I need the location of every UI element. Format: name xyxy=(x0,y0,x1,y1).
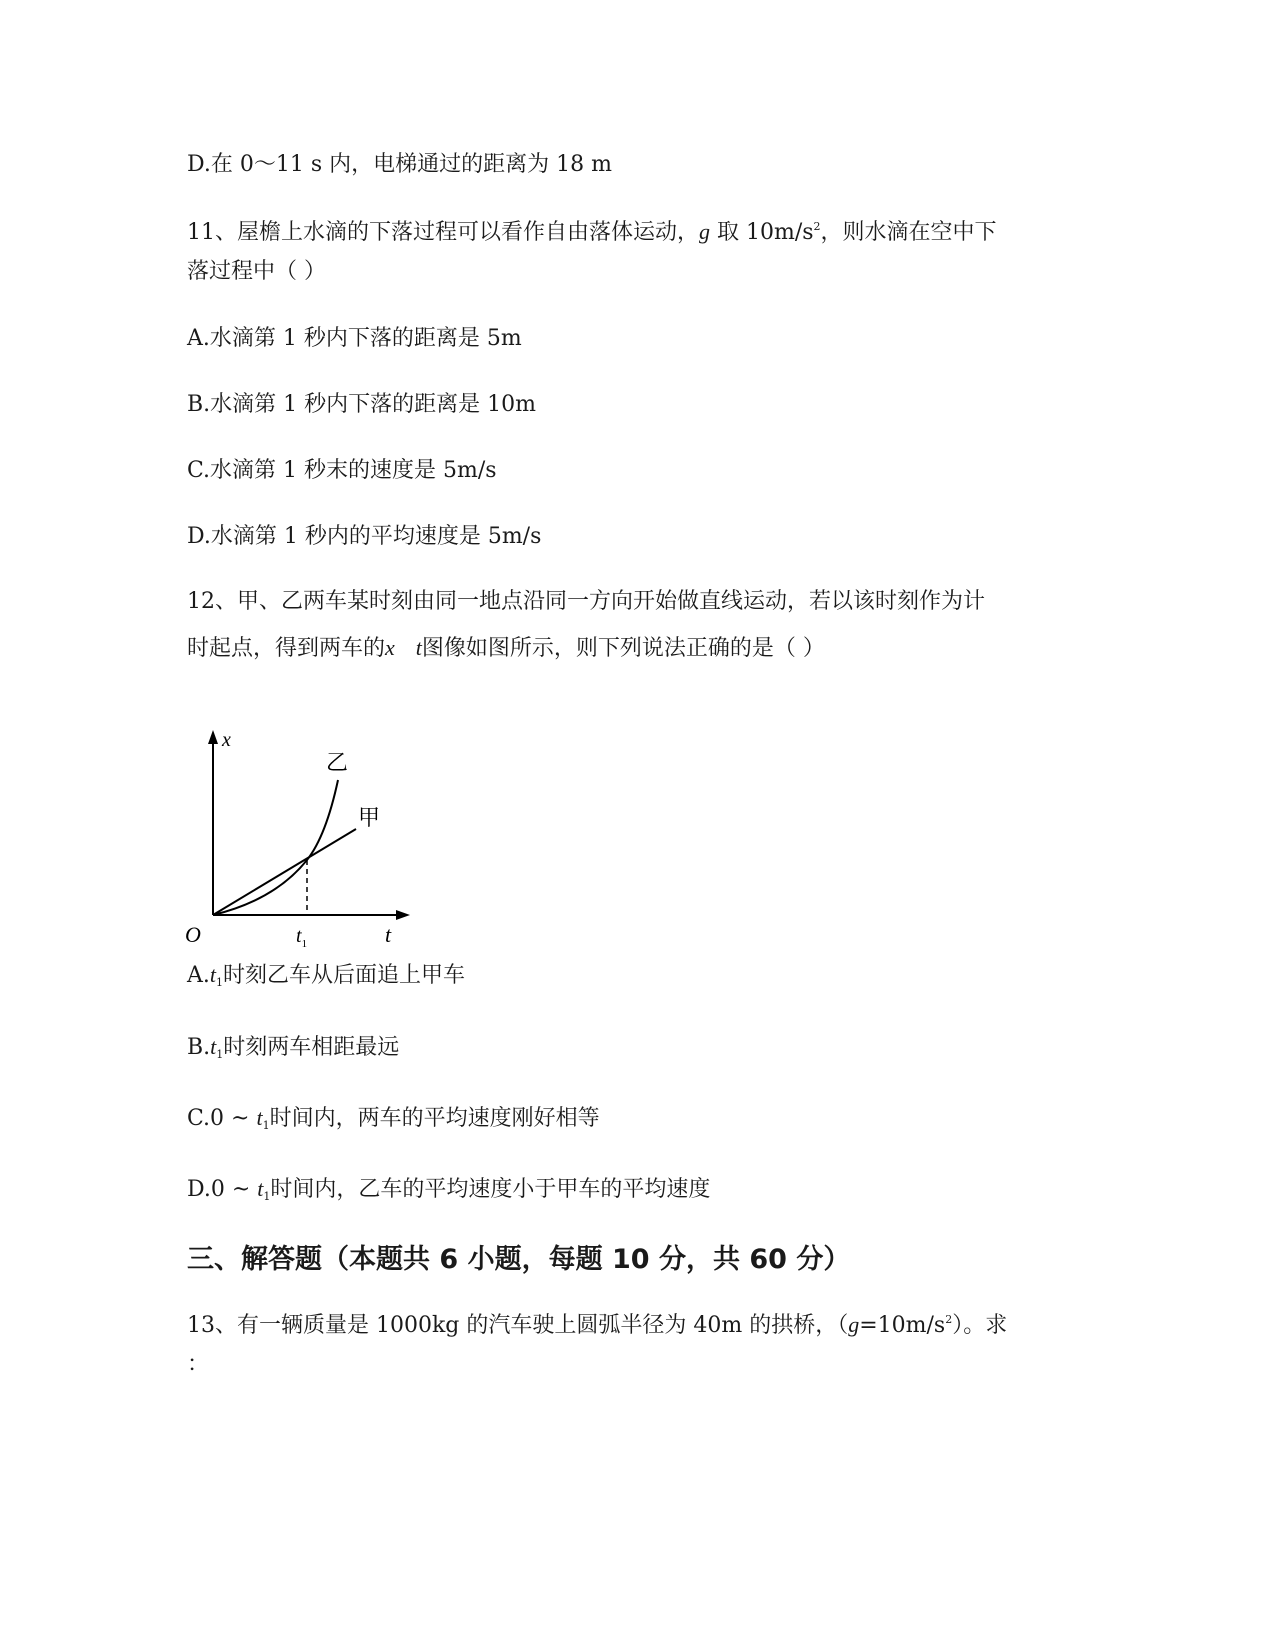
x-t-graph xyxy=(180,730,420,960)
option-b-q11: B.水滴第 1 秒内下落的距离是 10m xyxy=(187,392,536,417)
section-heading: 三、解答题（本题共 6 小题，每题 10 分，共 60 分） xyxy=(187,1244,851,1275)
question-12-line1: 12、甲、乙两车某时刻由同一地点沿同一方向开始做直线运动，若以该时刻作为计 xyxy=(187,589,985,614)
option-c-q11: C.水滴第 1 秒末的速度是 5m/s xyxy=(187,458,497,483)
x-axis-arrow xyxy=(396,910,410,920)
line-jia-label: 甲 xyxy=(358,806,381,831)
curve-yi-label: 乙 xyxy=(326,751,349,776)
y-axis-label: x xyxy=(222,730,231,751)
t1-label: $t_1$ xyxy=(296,925,308,950)
y-axis-arrow xyxy=(208,730,218,744)
option-d-q10: D.在 0～11 s 内，电梯通过的距离为 18 m xyxy=(187,152,612,177)
option-d-q12: D.0 ~ $t_1$时间内，乙车的平均速度小于甲车的平均速度 xyxy=(187,1176,711,1203)
option-c-q12: C.0 ~ $t_1$时间内，两车的平均速度刚好相等 xyxy=(187,1105,600,1132)
option-b-q12: $B.t_1$时刻两车相距最远 xyxy=(187,1034,400,1061)
option-d-q11: D.水滴第 1 秒内的平均速度是 5m/s xyxy=(187,524,542,549)
curve-yi xyxy=(213,780,338,915)
line-jia xyxy=(213,829,356,915)
question-11-line2: 落过程中（ ） xyxy=(187,259,326,284)
question-13-line2: ： xyxy=(187,1352,210,1377)
origin-label: O xyxy=(185,922,201,947)
option-a-q12: $A.t_1$时刻乙车从后面追上甲车 xyxy=(187,962,466,989)
option-a-q11: A.水滴第 1 秒内下落的距离是 5m xyxy=(187,326,522,351)
x-axis-label: t xyxy=(385,922,392,947)
question-12-line2: 时起点，得到两车的x t图像如图所示，则下列说法正确的是（ ） xyxy=(187,635,825,661)
question-11-line1: 11、屋檐上水滴的下落过程可以看作自由落体运动，g 取 $10m/s^2$，则水滴在空中下 xyxy=(187,219,997,245)
question-13-line1: 13、有一辆质量是 1000kg 的汽车驶上圆弧半径为 40m 的拱桥，$(g=10m/s^2)$。求 xyxy=(187,1312,1008,1338)
